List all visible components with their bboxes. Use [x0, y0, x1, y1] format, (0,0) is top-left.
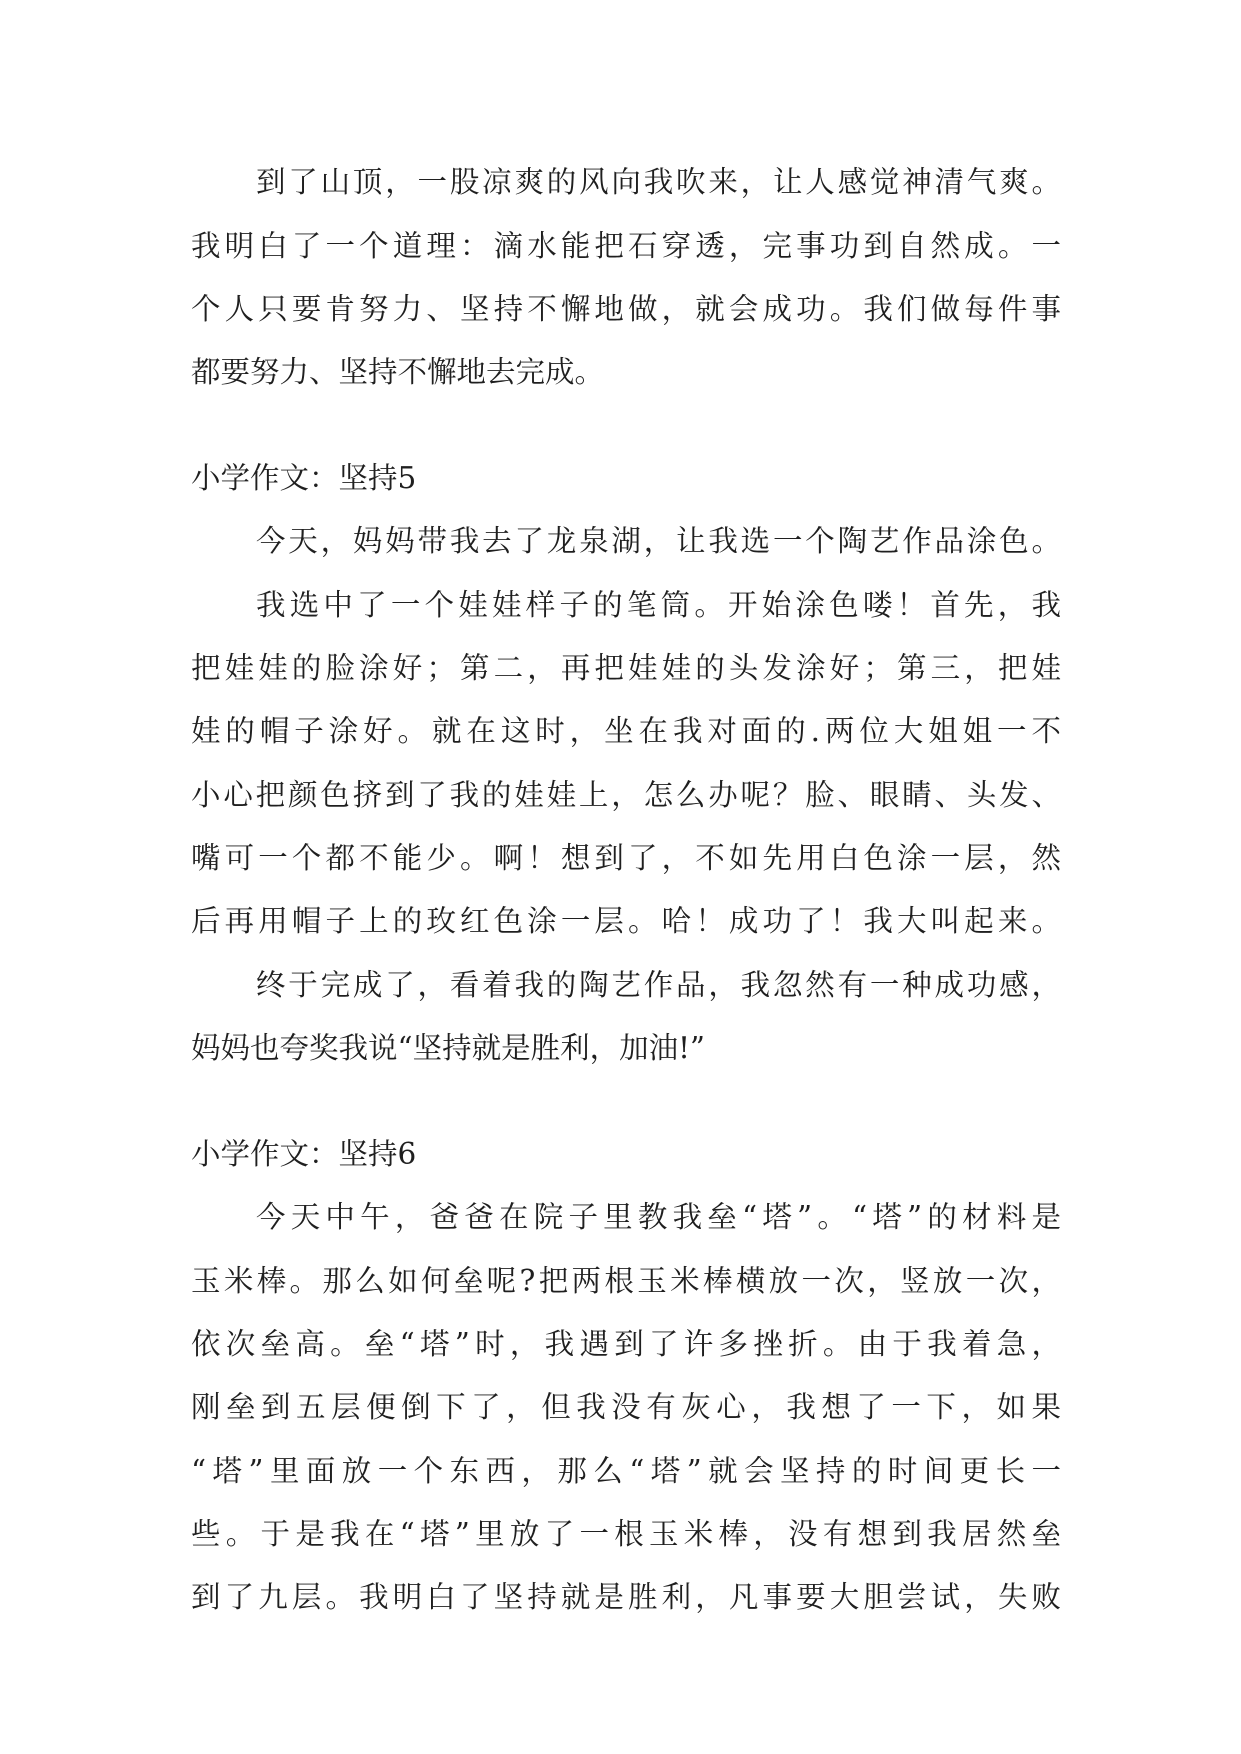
- paragraph-line: 娃的帽子涂好。就在这时，坐在我对面的.两位大姐姐一不: [191, 714, 1061, 748]
- paragraph-line: 些。于是我在“塔”里放了一根玉米棒，没有想到我居然垒: [191, 1517, 1061, 1551]
- paragraph-line: 到了九层。我明白了坚持就是胜利，凡事要大胆尝试，失败: [191, 1580, 1061, 1614]
- paragraph-line: 妈妈也夸奖我说“坚持就是胜利，加油!”: [191, 1031, 706, 1065]
- paragraph-line: 都要努力、坚持不懈地去完成。: [191, 355, 605, 389]
- section-heading: 小学作文：坚持6: [191, 1137, 417, 1171]
- paragraph-line: 依次垒高。垒“塔”时，我遇到了许多挫折。由于我着急，: [191, 1327, 1061, 1361]
- paragraph-line: 我明白了一个道理：滴水能把石穿透，完事功到自然成。一: [191, 229, 1061, 263]
- paragraph-line: 终于完成了，看着我的陶艺作品，我忽然有一种成功感，: [256, 968, 1061, 1002]
- paragraph-line: 到了山顶，一股凉爽的风向我吹来，让人感觉神清气爽。: [256, 165, 1061, 199]
- paragraph-line: 个人只要肯努力、坚持不懈地做，就会成功。我们做每件事: [191, 292, 1061, 326]
- section-heading: 小学作文：坚持5: [191, 461, 417, 495]
- paragraph-line: 刚垒到五层便倒下了，但我没有灰心，我想了一下，如果: [191, 1390, 1061, 1424]
- paragraph-line: “塔”里面放一个东西，那么“塔”就会坚持的时间更长一: [191, 1454, 1061, 1488]
- paragraph-line: 玉米棒。那么如何垒呢?把两根玉米棒横放一次，竖放一次，: [191, 1264, 1061, 1298]
- paragraph-line: 把娃娃的脸涂好；第二，再把娃娃的头发涂好；第三，把娃: [191, 651, 1061, 685]
- paragraph-line: 后再用帽子上的玫红色涂一层。哈！成功了！我大叫起来。: [191, 904, 1061, 938]
- paragraph-line: 嘴可一个都不能少。啊！想到了，不如先用白色涂一层，然: [191, 841, 1061, 875]
- paragraph-line: 今天中午，爸爸在院子里教我垒“塔”。“塔”的材料是: [256, 1200, 1061, 1234]
- paragraph-line: 我选中了一个娃娃样子的笔筒。开始涂色喽！首先，我: [256, 588, 1061, 622]
- paragraph-line: 小心把颜色挤到了我的娃娃上，怎么办呢？脸、眼睛、头发、: [191, 778, 1061, 812]
- paragraph-line: 今天，妈妈带我去了龙泉湖，让我选一个陶艺作品涂色。: [256, 524, 1061, 558]
